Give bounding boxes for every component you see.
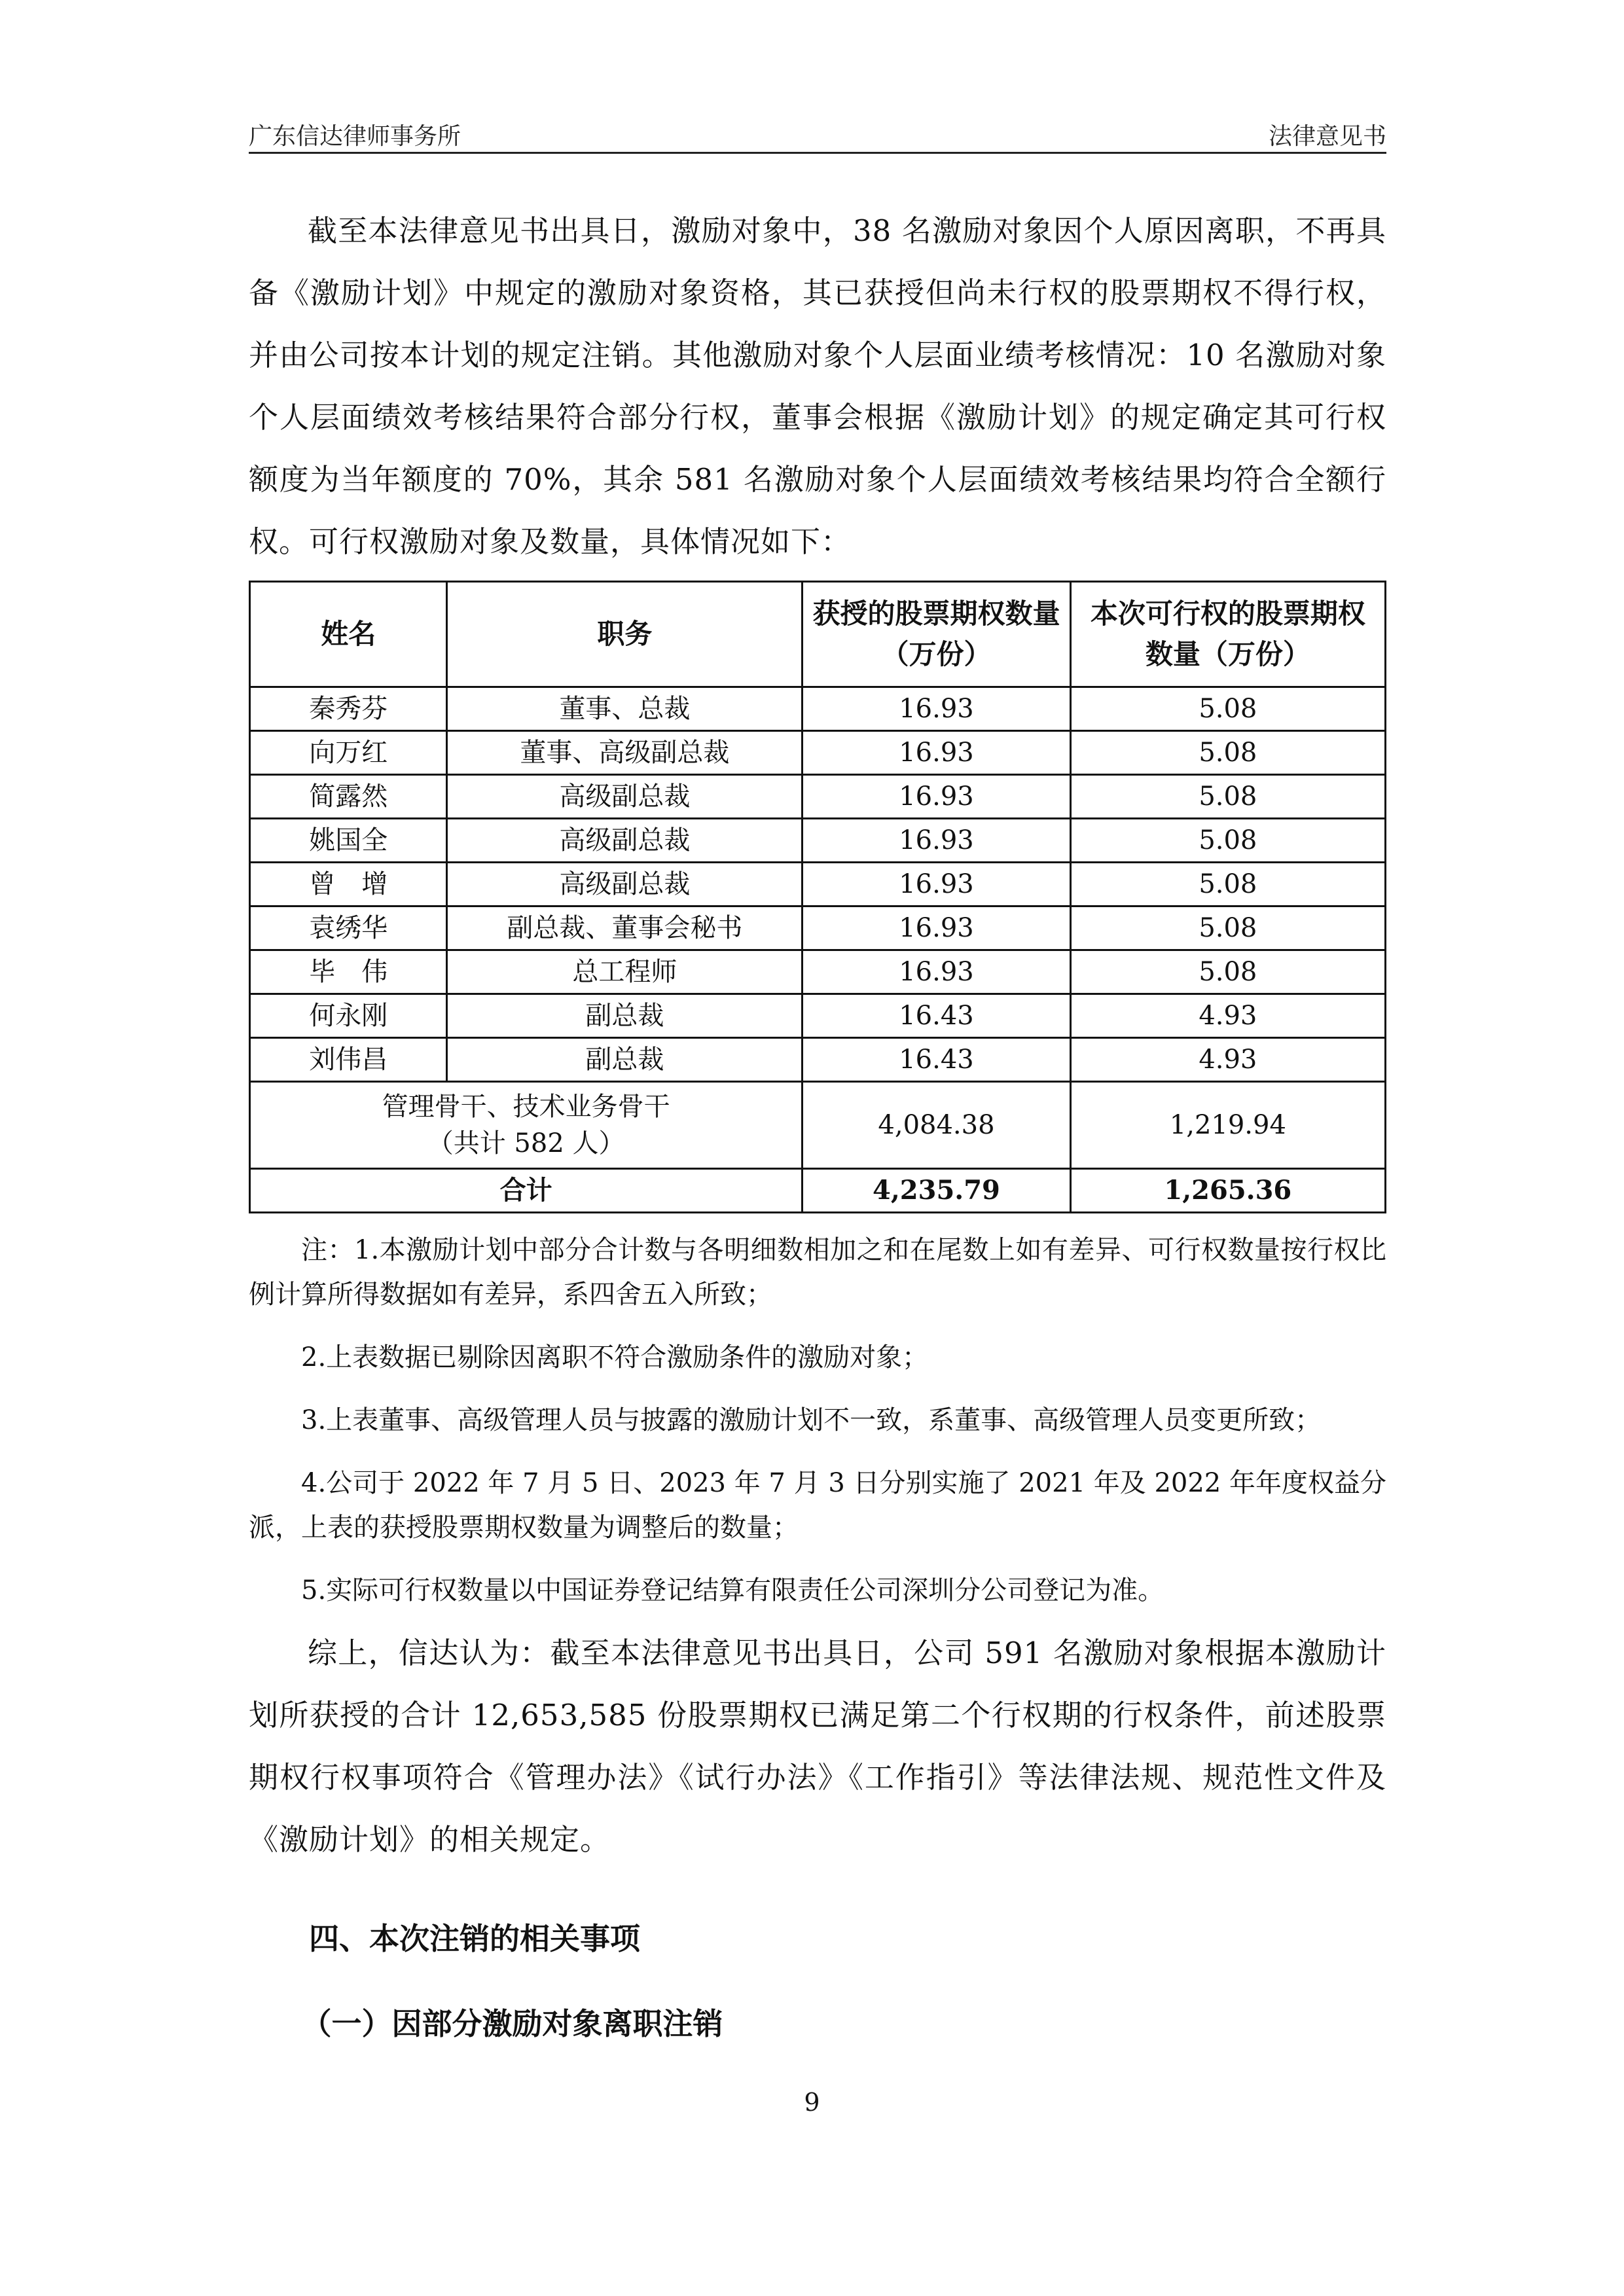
- cell-title: 高级副总裁: [447, 775, 803, 819]
- header-granted: 获授的股票期权数量（万份）: [803, 582, 1070, 687]
- cell-exercisable: 5.08: [1070, 775, 1385, 819]
- cell-exercisable: 4.93: [1070, 994, 1385, 1038]
- cell-name: 简露然: [250, 775, 447, 819]
- cell-group-label: [250, 1082, 803, 1169]
- cell-exercisable: 5.08: [1070, 731, 1385, 775]
- note-2: 2.上表数据已剔除因离职不符合激励条件的激励对象；: [301, 1342, 929, 1372]
- table-row: [250, 775, 1386, 819]
- table-row-group: [250, 1082, 1386, 1169]
- cell-total-label: 合计: [250, 1169, 803, 1213]
- table-row: [250, 906, 1386, 950]
- cell-name: 姚国全: [250, 819, 447, 863]
- cell-name: 毕 伟: [250, 950, 447, 994]
- cell-group-exercisable: 1,219.94: [1070, 1082, 1385, 1169]
- cell-exercisable: 5.08: [1070, 863, 1385, 906]
- page-number: 9: [804, 2088, 820, 2117]
- cell-title: 副总裁、董事会秘书: [447, 906, 803, 950]
- cell-granted: 16.93: [803, 775, 1070, 819]
- firm-name: 广东信达律师事务所: [249, 123, 461, 150]
- cell-title: 董事、高级副总裁: [447, 731, 803, 775]
- header-title: 职务: [447, 582, 803, 687]
- cell-granted: 16.93: [803, 687, 1070, 731]
- cell-name: 向万红: [250, 731, 447, 775]
- option-table: [249, 581, 1386, 1213]
- table-row-total: [250, 1169, 1386, 1213]
- cell-exercisable: 5.08: [1070, 950, 1385, 994]
- table-row: [250, 994, 1386, 1038]
- page-header: [249, 110, 1386, 156]
- section-heading: 四、本次注销的相关事项: [309, 1921, 640, 1956]
- note-5: 5.实际可行权数量以中国证券登记结算有限责任公司深圳分公司登记为准。: [301, 1575, 1164, 1605]
- note-1: 注：1.本激励计划中部分合计数与各明细数相加之和在尾数上如有差异、可行权数量按行权比例计算所得数据如有差异，系四舍五入所致；: [249, 1235, 1386, 1310]
- cell-exercisable: 5.08: [1070, 819, 1385, 863]
- summary-paragraph: 综上，信达认为：截至本法律意见书出具日，公司 591 名激励对象根据本激励计划所获授的合计 12,653,585 份股票期权已满足第二个行权期的行权条件，前述股票期权行权事项符合《管理办法》《试行办法》《工作指引》等法律法规、规范性文件及《激励计划》的相关规定。: [249, 1636, 1386, 1857]
- cell-granted: 16.93: [803, 731, 1070, 775]
- table-notes: [249, 1228, 1386, 1613]
- cell-exercisable: 5.08: [1070, 687, 1385, 731]
- cell-title: 副总裁: [447, 1038, 803, 1082]
- table-row: [250, 863, 1386, 906]
- group-label-line1: 管理骨干、技术业务骨干: [382, 1092, 670, 1122]
- cell-title: 副总裁: [447, 994, 803, 1038]
- table-row: [250, 687, 1386, 731]
- subsection-heading: （一）因部分激励对象离职注销: [301, 2006, 723, 2041]
- table-header-row: [250, 582, 1386, 687]
- cell-granted: 16.43: [803, 994, 1070, 1038]
- cell-title: 高级副总裁: [447, 863, 803, 906]
- cell-name: 刘伟昌: [250, 1038, 447, 1082]
- header-name: 姓名: [250, 582, 447, 687]
- table-row: [250, 819, 1386, 863]
- cell-title: 高级副总裁: [447, 819, 803, 863]
- header-divider: [249, 152, 1386, 154]
- cell-group-granted: 4,084.38: [803, 1082, 1070, 1169]
- cell-name: 曾 增: [250, 863, 447, 906]
- table-row: [250, 1038, 1386, 1082]
- cell-granted: 16.93: [803, 863, 1070, 906]
- table-row: [250, 950, 1386, 994]
- cell-granted: 16.93: [803, 819, 1070, 863]
- document-type: 法律意见书: [1268, 123, 1386, 150]
- cell-total-granted: 4,235.79: [803, 1169, 1070, 1213]
- cell-granted: 16.93: [803, 906, 1070, 950]
- note-4: 4.公司于 2022 年 7 月 5 日、2023 年 7 月 3 日分别实施了 2021 年及 2022 年年度权益分派，上表的获授股票期权数量为调整后的数量；: [249, 1468, 1386, 1543]
- cell-exercisable: 5.08: [1070, 906, 1385, 950]
- cell-granted: 16.43: [803, 1038, 1070, 1082]
- cell-name: 秦秀芬: [250, 687, 447, 731]
- note-3: 3.上表董事、高级管理人员与披露的激励计划不一致，系董事、高级管理人员变更所致；: [301, 1405, 1322, 1435]
- cell-granted: 16.93: [803, 950, 1070, 994]
- cell-exercisable: 4.93: [1070, 1038, 1385, 1082]
- cell-name: 何永刚: [250, 994, 447, 1038]
- header-exercisable: 本次可行权的股票期权数量（万份）: [1070, 582, 1385, 687]
- group-label-line2: （共计 582 人）: [427, 1128, 625, 1158]
- cell-total-exercisable: 1,265.36: [1070, 1169, 1385, 1213]
- intro-paragraph: 截至本法律意见书出具日，激励对象中，38 名激励对象因个人原因离职，不再具备《激励计划》中规定的激励对象资格，其已获授但尚未行权的股票期权不得行权，并由公司按本计划的规定注销。其他激励对象个人层面业绩考核情况：10 名激励对象个人层面绩效考核结果符合部分行权，董事会根据《激励计划》的规定确定其可行权额度为当年额度的 70%，其余 581 名激励对象个人层面绩效考核结果均符合全额行权。可行权激励对象及数量，具体情况如下：: [249, 213, 1386, 559]
- cell-name: 袁绣华: [250, 906, 447, 950]
- cell-title: 总工程师: [447, 950, 803, 994]
- cell-title: 董事、总裁: [447, 687, 803, 731]
- page-body: [249, 200, 1386, 2043]
- table-row: [250, 731, 1386, 775]
